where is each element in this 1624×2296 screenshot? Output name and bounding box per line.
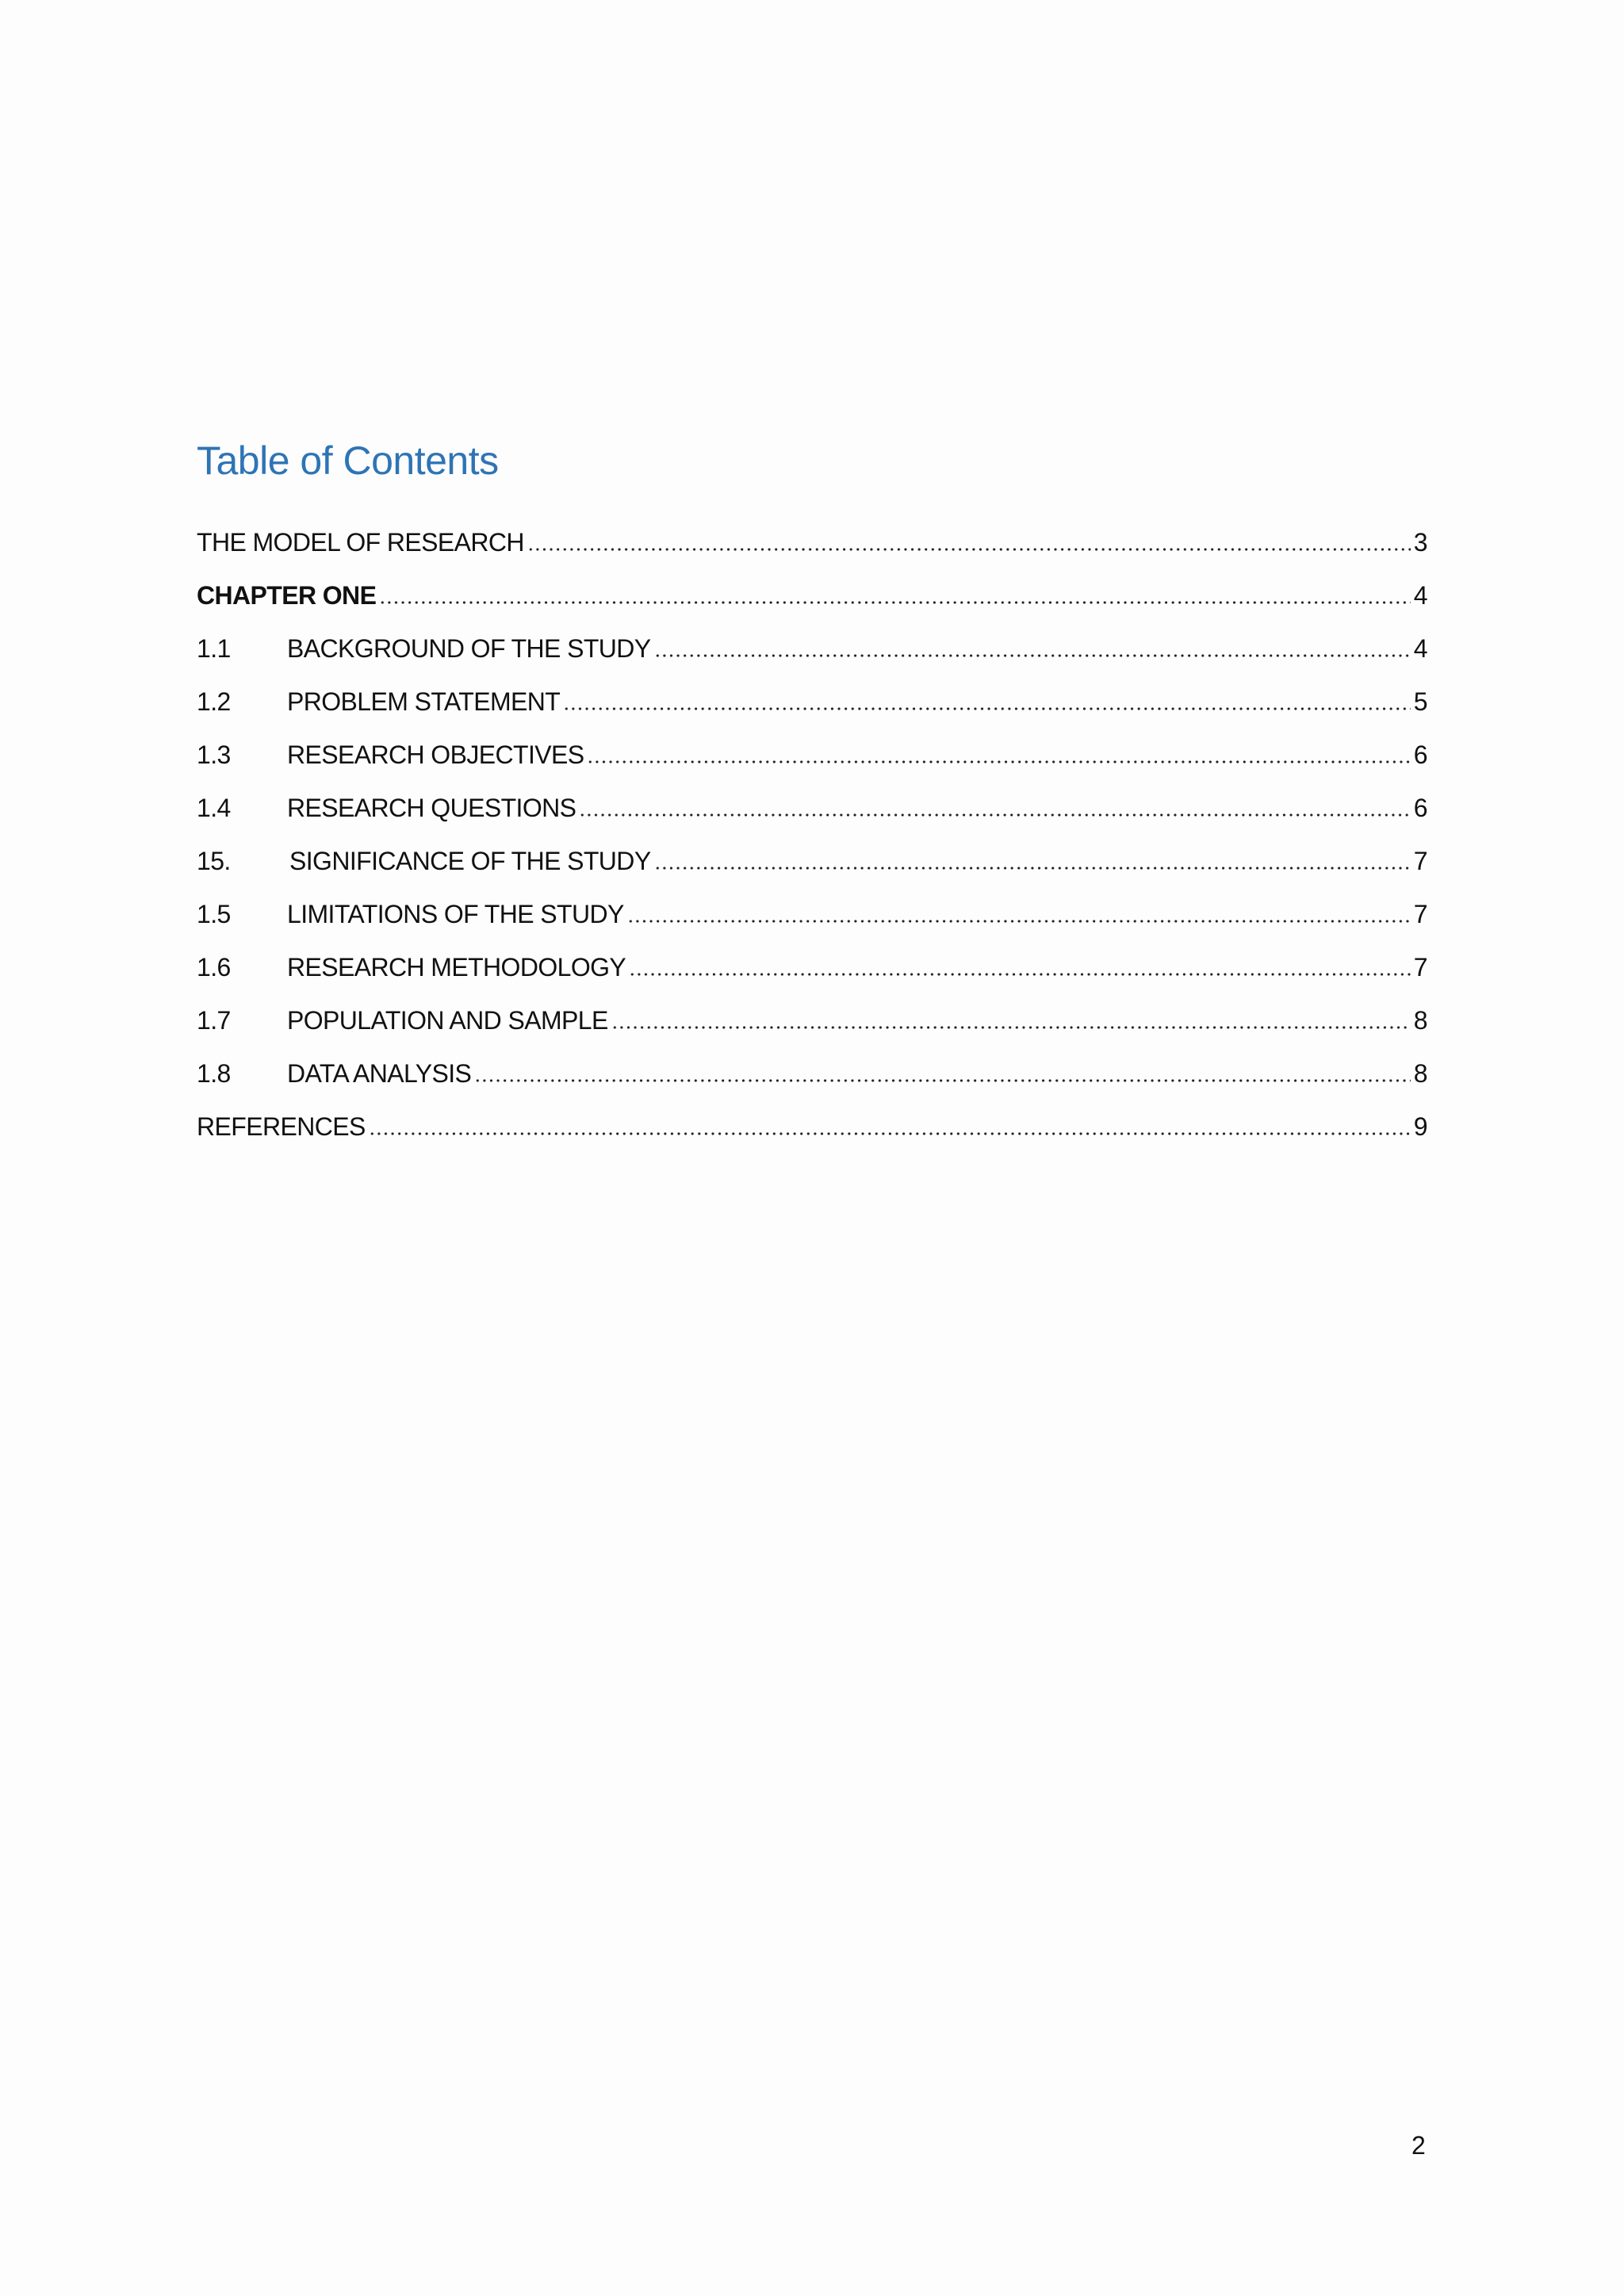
- toc-entry-background[interactable]: [197, 634, 1427, 687]
- toc-entry-label: DATA ANALYSIS: [287, 1059, 472, 1088]
- dot-leader: [579, 813, 1410, 817]
- toc-entry-page: 4: [1413, 581, 1427, 610]
- toc-entry-research-questions[interactable]: [197, 794, 1427, 847]
- toc-entry-page: 8: [1413, 1006, 1427, 1035]
- dot-leader: [379, 601, 1410, 604]
- toc-entry-label: PROBLEM STATEMENT: [287, 687, 561, 716]
- dot-leader: [629, 973, 1411, 976]
- dot-leader: [587, 760, 1410, 763]
- toc-entry-research-objectives[interactable]: [197, 740, 1427, 794]
- toc-entry-label: RESEARCH OBJECTIVES: [287, 740, 584, 769]
- toc-entry-label: THE MODEL OF RESEARCH: [197, 528, 524, 557]
- toc-entry-chapter-one[interactable]: [197, 581, 1427, 634]
- dot-leader: [654, 654, 1411, 657]
- toc-entry-page: 7: [1413, 953, 1427, 982]
- toc-entry-number: 1.2: [197, 687, 231, 716]
- toc-entry-label: RESEARCH METHODOLOGY: [287, 953, 626, 982]
- toc-entry-problem-statement[interactable]: [197, 687, 1427, 740]
- toc-entry-significance[interactable]: [197, 847, 1427, 900]
- toc-entry-limitations[interactable]: [197, 900, 1427, 953]
- toc-entry-number: 1.5: [197, 900, 231, 928]
- dot-leader: [474, 1079, 1411, 1082]
- toc-entry-number: 1.3: [197, 740, 231, 769]
- toc-title: Table of Contents: [197, 438, 499, 483]
- toc-entry-number: 1.8: [197, 1059, 231, 1088]
- dot-leader: [627, 920, 1411, 923]
- page-number: 2: [1411, 2131, 1426, 2160]
- toc-entry-label: POPULATION AND SAMPLE: [287, 1006, 608, 1035]
- toc-entry-page: 5: [1413, 687, 1427, 716]
- toc-entry-label: RESEARCH QUESTIONS: [287, 794, 576, 822]
- toc-entry-label: REFERENCES: [197, 1112, 366, 1141]
- toc-entry-page: 6: [1413, 794, 1427, 822]
- toc-entry-page: 6: [1413, 740, 1427, 769]
- toc-entry-number: 1.7: [197, 1006, 231, 1035]
- toc-entry-page: 3: [1413, 528, 1427, 557]
- dot-leader: [369, 1132, 1411, 1135]
- toc-entry-number: 15.: [197, 847, 231, 875]
- dot-leader: [654, 867, 1411, 870]
- toc-entry-page: 8: [1413, 1059, 1427, 1088]
- table-of-contents: [197, 528, 1427, 1165]
- dot-leader: [563, 707, 1411, 710]
- toc-entry-label: BACKGROUND OF THE STUDY: [287, 634, 651, 663]
- toc-entry-page: 9: [1413, 1112, 1427, 1141]
- toc-entry-number: 1.4: [197, 794, 231, 822]
- toc-entry-data-analysis[interactable]: [197, 1059, 1427, 1112]
- toc-entry-label: SIGNIFICANCE OF THE STUDY: [289, 847, 651, 875]
- toc-entry-page: 7: [1413, 900, 1427, 928]
- dot-leader: [611, 1026, 1411, 1029]
- toc-entry-references[interactable]: [197, 1112, 1427, 1165]
- dot-leader: [527, 548, 1411, 551]
- toc-entry-research-methodology[interactable]: [197, 953, 1427, 1006]
- toc-entry-number: 1.6: [197, 953, 231, 982]
- toc-entry-population-sample[interactable]: [197, 1006, 1427, 1059]
- toc-entry-label: CHAPTER ONE: [197, 581, 377, 610]
- toc-entry-page: 4: [1413, 634, 1427, 663]
- toc-entry-number: 1.1: [197, 634, 231, 663]
- toc-entry-page: 7: [1413, 847, 1427, 875]
- toc-entry-model-of-research[interactable]: [197, 528, 1427, 581]
- toc-entry-label: LIMITATIONS OF THE STUDY: [287, 900, 624, 928]
